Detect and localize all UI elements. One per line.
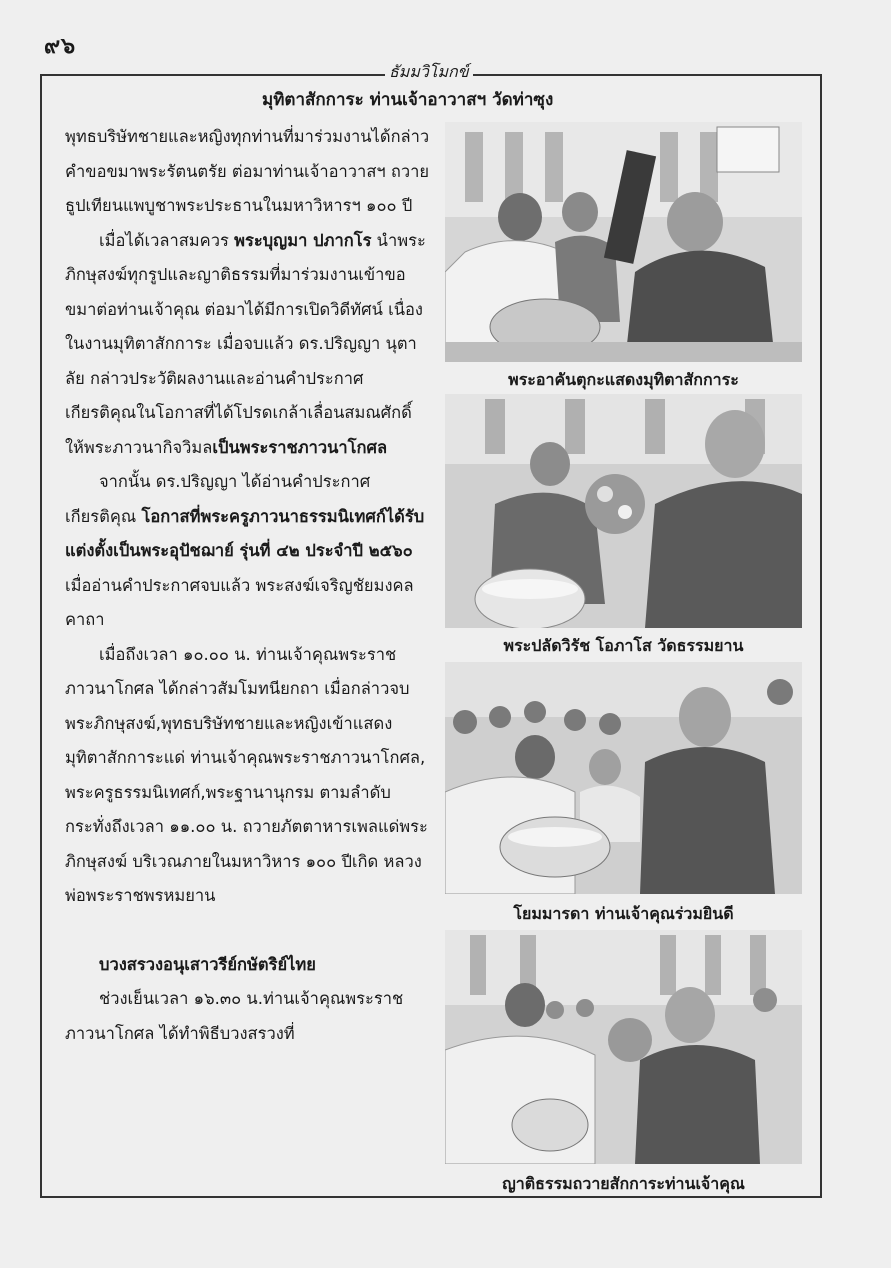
photo-monk-offering xyxy=(445,394,802,628)
photo-caption: ญาติธรรมถวายสักการะท่านเจ้าคุณ xyxy=(502,1174,745,1193)
photo-monks-greeting xyxy=(445,122,802,362)
page-number: ๙๖ xyxy=(44,33,77,59)
paragraph: พุทธบริษัทชายและหญิงทุกท่านที่มาร่วมงานได้กล่าวคำขอขมาพระรัตนตรัย ต่อมาท่านเจ้าอาวาสฯ ถวายธูปเทียนแพบูชาพระประธานในมหาวิหารฯ ๑๐๐ ปี xyxy=(65,127,430,215)
photo-caption: โยมมารดา ท่านเจ้าคุณร่วมยินดี xyxy=(513,904,734,923)
photo-mother-gathering xyxy=(445,662,802,894)
paragraph: เมื่อถึงเวลา ๑๐.๐๐ น. ท่านเจ้าคุณพระราชภาวนาโกศล ได้กล่าวสัมโมทนียกถา เมื่อกล่าวจบพระภิกษุสงฆ์,พุทธบริษัทชายและหญิงเข้าแสดงมุทิตาสักการะแด่ ท่านเจ้าคุณพระราชภาวนาโกศล, พระครูธรรมนิเทศก์,พระฐานานุกรม ตามลำดับ กระทั่งถึงเวลา ๑๑.๐๐ น. ถวายภัตตาหารเพลแด่พระภิกษุสงฆ์ บริเวณภายในมหาวิหาร ๑๐๐ ปีเกิด หลวงพ่อพระราชพรหมยาน xyxy=(65,644,428,905)
article-body xyxy=(65,120,430,1051)
section-title: มุทิตาสักการะ ท่านเจ้าอาวาสฯ วัดท่าซุง xyxy=(262,90,554,110)
paragraph: จากนั้น ดร.ปริญญา ได้อ่านคำประกาศเกียรติคุณ โอกาสที่พระครูภาวนาธรรมนิเทศก์ได้รับแต่งตั้งเป็นพระอุปัชฌาย์ รุ่นที่ ๔๒ ประจำปี ๒๕๖๐ เมื่ออ่านคำประกาศจบแล้ว พระสงฆ์เจริญชัยมงคลคาถา xyxy=(65,472,425,629)
photo-devotees-offering xyxy=(445,930,802,1164)
paragraph: ช่วงเย็นเวลา ๑๖.๓๐ น.ท่านเจ้าคุณพระราชภาวนาโกศล ได้ทำพิธีบวงสรวงที่ xyxy=(65,989,404,1043)
running-head: ธัมมวิโมกข์ xyxy=(385,60,473,85)
paragraph: เมื่อได้เวลาสมควร พระบุญมา ปภากโร นำพระภิกษุสงฆ์ทุกรูปและญาติธรรมที่มาร่วมงานเข้าขอขมาต่อท่านเจ้าคุณ ต่อมาได้มีการเปิดวิดีทัศน์ เนื่องในงานมุทิตาสักการะ เมื่อจบแล้ว ดร.ปริญญา นุตาลัย กล่าวประวัติผลงานและอ่านคำประกาศเกียรติคุณในโอกาสที่ได้โปรดเกล้าเลื่อนสมณศักดิ์ให้พระภาวนากิจวิมลเป็นพระราชภาวนาโกศล xyxy=(65,230,426,457)
photo-caption: พระปลัดวิรัช โอภาโส วัดธรรมยาน xyxy=(503,636,744,655)
photo-caption: พระอาคันตุกะแสดงมุทิตาสักการะ xyxy=(508,370,739,389)
sub-heading: บวงสรวงอนุเสาวรีย์กษัตริย์ไทย xyxy=(99,954,316,974)
